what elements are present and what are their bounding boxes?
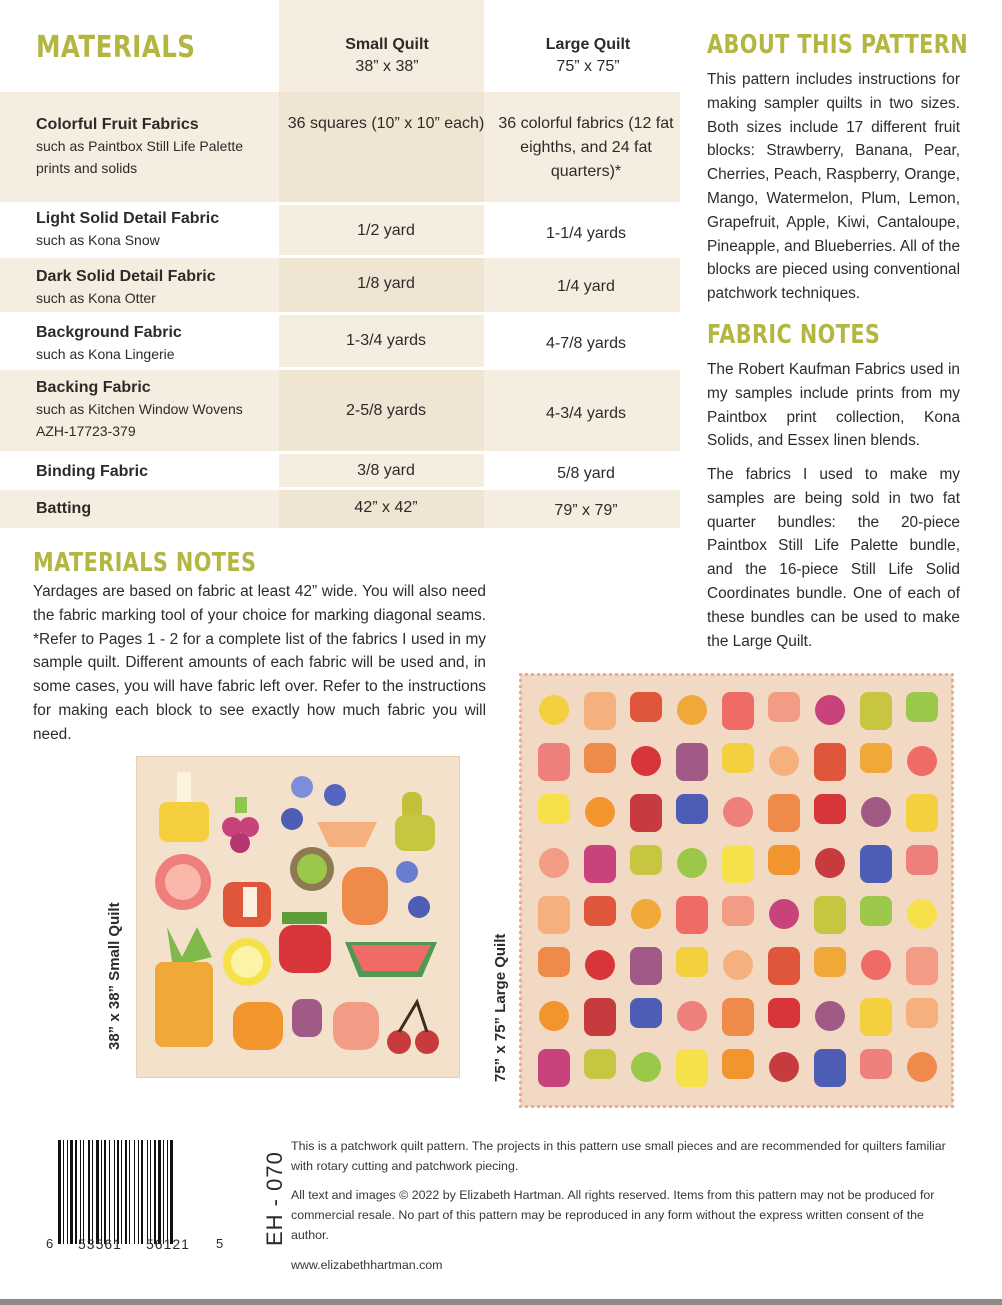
fabric-notes-heading: FABRIC NOTES [707, 320, 881, 350]
fruit-block [906, 998, 938, 1028]
fruit-block [585, 950, 615, 980]
fruit-block [631, 899, 661, 929]
barcode-bar [70, 1140, 73, 1244]
fruit-block [630, 947, 662, 985]
fruit-block [861, 797, 891, 827]
column-size: 75” x 75” [556, 58, 620, 75]
materials-notes-text: Yardages are based on fabric at least 42” wide. You will also need the fabric marking tool of your choice for marking diagonal seams. *Refer to Pages 1 - 2 for a complete list of the fabrics I used in my sample quilt. Different amounts of each fabric will be used and, in some cases, you will have fabric left over. Refer to the instructions for making each block to see exactly how much fabric you will need. [33, 583, 486, 743]
material-name: Light Solid Detail Fabric [36, 210, 220, 227]
large-qty: 4-7/8 yards [545, 335, 627, 352]
fabric-notes-p1: The Robert Kaufman Fabrics used in my samples include prints from my Paintbox print collection, Kona Solids, and Essex linen blends. [707, 361, 960, 450]
fruit-block [722, 998, 754, 1036]
barcode-bar [67, 1140, 68, 1244]
fruit-block [538, 1049, 570, 1087]
fruit-block [815, 695, 845, 725]
materials-heading: MATERIALS [36, 30, 196, 65]
fruit-block [722, 845, 754, 883]
barcode-bar [158, 1140, 161, 1244]
fruit-block [768, 845, 800, 875]
barcode-bar [141, 1140, 143, 1244]
fruit-block [584, 998, 616, 1036]
small-quilt-label: 38” x 38” Small Quilt [106, 902, 123, 1050]
fruit-block [722, 1049, 754, 1079]
fruit-block [630, 692, 662, 722]
barcode-bar [96, 1140, 99, 1244]
fruit-block [906, 845, 938, 875]
fruit-block [814, 743, 846, 781]
fruit-block [631, 1052, 661, 1082]
barcode-bar [138, 1140, 139, 1244]
fruit-block [768, 947, 800, 985]
material-name: Backing Fabric [36, 379, 151, 396]
material-name: Batting [36, 500, 92, 517]
fruit-block [814, 947, 846, 977]
column-size: 38” x 38” [355, 58, 419, 75]
barcode-bar [109, 1140, 110, 1244]
large-quilt-image [520, 674, 953, 1107]
fruit-block [723, 797, 753, 827]
fruit-block [722, 743, 754, 773]
small-qty: 2-5/8 yards [345, 402, 427, 419]
fruit-block [631, 746, 661, 776]
barcode-bar [117, 1140, 119, 1244]
fruit-block [814, 794, 846, 824]
fruit-block [907, 746, 937, 776]
footer-copyright: All text and images © 2022 by Elizabeth Hartman. All rights reserved. Items from this pattern may not be produced for commercial resale. No part of this pattern may be reproduced in any form without the express written consent of the author. [291, 1188, 935, 1242]
barcode-bar [88, 1140, 90, 1244]
fruit-block [722, 692, 754, 730]
fruit-block [538, 947, 570, 977]
fruit-block [860, 896, 892, 926]
fruit-block [814, 1049, 846, 1087]
fruit-block [539, 848, 569, 878]
fruit-block [538, 896, 570, 934]
fruit-block [860, 743, 892, 773]
fruit-block [676, 794, 708, 824]
barcode-digit: 56121 [146, 1236, 190, 1252]
barcode-bar [101, 1140, 102, 1244]
fruit-block [538, 743, 570, 781]
small-qty: 1/2 yard [357, 222, 415, 239]
barcode-bar [121, 1140, 122, 1244]
fruit-block [861, 950, 891, 980]
small-qty: 42” x 42” [354, 499, 418, 516]
row-divider [0, 312, 680, 315]
material-name: Dark Solid Detail Fabric [36, 268, 216, 285]
about-text: This pattern includes instructions for making sampler quilts in two sizes. Both sizes include 17 different fruit blocks: Strawberry, Banana, Pear, Cherries, Peach, Raspberry, Orange, Mango, Watermelon, Plum, Lemon, Grapefruit, Apple, Kiwi, Cantaloupe, Pineapple, and Blueberries. All of the blocks are pieced using conventional patchwork techniques. [707, 71, 960, 303]
fruit-block [584, 1049, 616, 1079]
fruit-block [906, 692, 938, 722]
fruit-block [539, 1001, 569, 1031]
fruit-block [539, 695, 569, 725]
product-code: EH - 070 [262, 1151, 287, 1246]
fruit-block [584, 692, 616, 730]
fruit-block [768, 794, 800, 832]
barcode-bar [163, 1140, 164, 1244]
fruit-block [584, 845, 616, 883]
barcode-bar [134, 1140, 135, 1244]
barcode-bar [125, 1140, 127, 1244]
large-quilt-label: 75” x 75” Large Quilt [492, 933, 509, 1082]
fruit-block [677, 848, 707, 878]
large-qty: 1/4 yard [557, 278, 615, 295]
barcode-digit: 5 [216, 1236, 224, 1251]
fruit-block [815, 848, 845, 878]
about-heading: ABOUT THIS PATTERN [707, 30, 969, 60]
barcode-bar [58, 1140, 61, 1244]
material-name: Binding Fabric [36, 463, 148, 480]
barcode-bar [63, 1140, 64, 1244]
fruit-block [906, 794, 938, 832]
fruit-block [723, 950, 753, 980]
barcode-bar [83, 1140, 84, 1244]
barcode-bar [150, 1140, 151, 1244]
barcode-bar [129, 1140, 130, 1244]
material-sub: such as Kona Otter [36, 290, 156, 306]
row-divider [0, 255, 680, 258]
footer-notice: This is a patchwork quilt pattern. The projects in this pattern use small pieces and are recommended for quilters familiar with rotary cutting and patchwork piecing. [291, 1139, 946, 1173]
barcode-bar [104, 1140, 106, 1244]
barcode-digit: 6 [46, 1236, 54, 1251]
barcode-bar [154, 1140, 156, 1244]
fruit-block [907, 899, 937, 929]
material-sub: such as Kitchen Window Wovens AZH-17723-379 [36, 401, 243, 439]
column-title: Small Quilt [345, 36, 429, 53]
fruit-block [630, 794, 662, 832]
fruit-block [860, 692, 892, 730]
fruit-block [907, 1052, 937, 1082]
fruit-block [676, 743, 708, 781]
bottom-edge [0, 1299, 1002, 1305]
small-qty: 1-3/4 yards [345, 332, 427, 349]
fruit-block [677, 695, 707, 725]
fruit-block [769, 746, 799, 776]
fabric-notes-p2: The fabrics I used to make my samples are being sold in two fat quarter bundles: the 20-piece Paintbox Still Life Palette bundle, and the 16-piece Still Life Solid Coordinates bundle. One of each of these bundles can be used to make the Large Quilt. [707, 466, 960, 650]
large-qty: 79” x 79” [554, 502, 618, 519]
materials-table [0, 0, 680, 528]
fruit-block [676, 1049, 708, 1087]
small-qty: 1/8 yard [357, 275, 415, 292]
material-sub: such as Kona Snow [36, 232, 160, 248]
barcode-bar [92, 1140, 93, 1244]
column-title: Large Quilt [545, 36, 631, 53]
barcode-bar [170, 1140, 173, 1244]
row-divider [0, 487, 680, 490]
fruit-block [860, 845, 892, 883]
row-divider [0, 451, 680, 454]
material-sub: such as Paintbox Still Life Palette prints and solids [36, 138, 244, 176]
cell-band [279, 92, 484, 202]
large-qty: 36 colorful fabrics (12 fat eighths, and 24 fat quarters)* [498, 115, 674, 180]
small-quilt-fruits [137, 757, 459, 1077]
small-qty: 36 squares (10” x 10” each) [287, 115, 485, 132]
fruit-block [769, 1052, 799, 1082]
fruit-block [677, 1001, 707, 1031]
material-name: Background Fabric [36, 324, 182, 341]
fruit-block [815, 1001, 845, 1031]
barcode-bar [114, 1140, 115, 1244]
fruit-block [860, 1049, 892, 1079]
small-qty: 3/8 yard [357, 462, 415, 479]
fruit-block [585, 797, 615, 827]
material-sub: such as Kona Lingerie [36, 346, 175, 362]
barcode-digit: 53561 [78, 1236, 122, 1252]
barcode [46, 1140, 224, 1252]
footer-website[interactable]: www.elizabethhartman.com [291, 1258, 443, 1272]
fruit-block [630, 845, 662, 875]
large-qty: 4-3/4 yards [545, 405, 627, 422]
fruit-block [584, 743, 616, 773]
large-qty: 1-1/4 yards [545, 225, 627, 242]
fruit-block [538, 794, 570, 824]
fruit-block [906, 947, 938, 985]
fruit-block [630, 998, 662, 1028]
column-header-small [287, 34, 487, 78]
barcode-bar [167, 1140, 168, 1244]
small-quilt-image [136, 756, 460, 1078]
fruit-block [768, 692, 800, 722]
materials-notes-heading: MATERIALS NOTES [33, 548, 257, 578]
row-divider [0, 367, 680, 370]
barcode-bar [80, 1140, 81, 1244]
column-header-large [488, 34, 688, 78]
large-quilt-fruits [520, 674, 953, 1107]
fruit-block [584, 896, 616, 926]
barcode-bar [147, 1140, 148, 1244]
barcode-bar [75, 1140, 77, 1244]
fruit-block [722, 896, 754, 926]
fruit-block [676, 896, 708, 934]
fruit-block [768, 998, 800, 1028]
fruit-block [676, 947, 708, 977]
fruit-block [769, 899, 799, 929]
fruit-block [814, 896, 846, 934]
row-divider [0, 202, 680, 205]
large-qty: 5/8 yard [557, 465, 615, 482]
fruit-block [860, 998, 892, 1036]
material-name: Colorful Fruit Fabrics [36, 116, 199, 133]
